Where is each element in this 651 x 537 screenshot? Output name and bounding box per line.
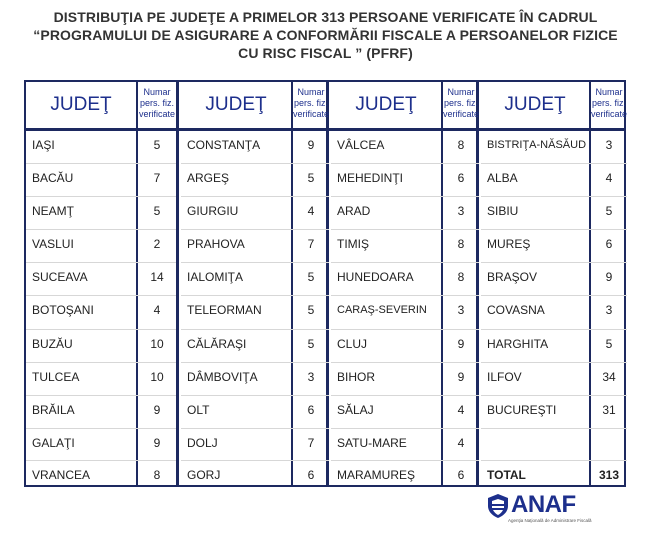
row-divider — [481, 262, 627, 263]
county-name: ARGEŞ — [187, 171, 230, 185]
verified-count: 4 — [153, 303, 161, 317]
row-divider — [181, 395, 329, 396]
verified-count: 6 — [457, 468, 465, 482]
row-divider — [331, 460, 479, 461]
verified-count: 14 — [150, 270, 164, 284]
row-divider — [26, 163, 176, 164]
row-divider — [331, 262, 479, 263]
header-count-line: Numar — [297, 87, 325, 97]
header-judet: JUDEŢ — [504, 94, 566, 115]
verified-count: 9 — [605, 270, 613, 284]
header-count-line: pers. fiz. — [139, 98, 174, 108]
row-divider — [331, 395, 479, 396]
county-name: PRAHOVA — [187, 237, 245, 251]
title-line-1: DISTRIBUŢIA PE JUDEŢE A PRIMELOR 313 PERSOANE VERIFICATE ÎN CADRUL — [53, 9, 598, 25]
county-name: GIURGIU — [187, 204, 239, 218]
verified-count: 4 — [307, 204, 315, 218]
anaf-logo — [486, 489, 598, 529]
county-name: CONSTANŢA — [187, 138, 261, 152]
verified-count: 313 — [598, 468, 620, 482]
verified-count: 9 — [307, 138, 315, 152]
county-name: DÂMBOVIŢA — [187, 370, 258, 384]
verified-count: 3 — [457, 303, 465, 317]
verified-count: 3 — [605, 138, 613, 152]
header-count — [443, 87, 479, 123]
row-divider — [481, 362, 627, 363]
verified-count: 8 — [457, 270, 465, 284]
logo-name: ANAF — [511, 491, 576, 518]
county-name: BISTRIŢA-NĂSĂUD — [487, 139, 587, 151]
verified-count: 6 — [307, 468, 315, 482]
county-name: COVASNA — [487, 303, 545, 317]
row-divider — [26, 262, 176, 263]
header-count-line: Numar — [595, 87, 623, 97]
verified-count: 4 — [605, 171, 613, 185]
block-separator — [176, 82, 179, 485]
verified-count: 5 — [307, 337, 315, 351]
anaf-emblem-icon — [486, 493, 510, 519]
county-name: BACĂU — [32, 171, 74, 185]
county-name: TIMIŞ — [337, 237, 369, 251]
row-divider — [181, 362, 329, 363]
county-name: SUCEAVA — [32, 270, 88, 284]
county-name: GALAŢI — [32, 436, 75, 450]
row-divider — [331, 428, 479, 429]
verified-count: 9 — [457, 337, 465, 351]
document-title — [0, 8, 651, 62]
row-divider — [26, 196, 176, 197]
verified-count: 3 — [307, 370, 315, 384]
county-name: BIHOR — [337, 370, 376, 384]
title-line-3: CU RISC FISCAL ” (PFRF) — [238, 45, 413, 61]
header-count-line: pers. fiz. — [591, 98, 626, 108]
verified-count: 6 — [457, 171, 465, 185]
county-name: IAŞI — [32, 138, 55, 152]
row-divider — [181, 163, 329, 164]
verified-count: 6 — [605, 237, 613, 251]
verified-count: 8 — [153, 468, 161, 482]
county-name: BUZĂU — [32, 337, 73, 351]
county-name: CLUJ — [337, 337, 368, 351]
county-name: TELEORMAN — [187, 303, 262, 317]
row-divider — [331, 196, 479, 197]
verified-count: 9 — [153, 436, 161, 450]
row-divider — [481, 329, 627, 330]
header-count-line: pers. fiz. — [293, 98, 328, 108]
county-name: SIBIU — [487, 204, 519, 218]
county-name: ALBA — [487, 171, 518, 185]
distribution-table — [24, 80, 626, 487]
verified-count: 9 — [153, 403, 161, 417]
header-count — [293, 87, 329, 123]
header-count-line: Numar — [143, 87, 171, 97]
row-divider — [481, 395, 627, 396]
row-divider — [181, 295, 329, 296]
row-divider — [481, 295, 627, 296]
county-name: GORJ — [187, 468, 221, 482]
verified-count: 31 — [602, 403, 616, 417]
verified-count: 34 — [602, 370, 616, 384]
county-name: IALOMIŢA — [187, 270, 244, 284]
county-name: OLT — [187, 403, 210, 417]
verified-count: 7 — [307, 237, 315, 251]
row-divider — [331, 295, 479, 296]
verified-count: 7 — [153, 171, 161, 185]
header-judet: JUDEŢ — [355, 94, 417, 115]
verified-count: 5 — [605, 337, 613, 351]
title-line-2: “PROGRAMULUI DE ASIGURARE A CONFORMĂRII FISCALE A PERSOANELOR FIZICE — [33, 27, 618, 43]
row-divider — [26, 362, 176, 363]
county-name: BRAŞOV — [487, 270, 538, 284]
verified-count: 3 — [605, 303, 613, 317]
verified-count: 8 — [457, 138, 465, 152]
row-divider — [181, 460, 329, 461]
row-divider — [481, 460, 627, 461]
row-divider — [181, 329, 329, 330]
header-count — [138, 87, 176, 123]
verified-count: 5 — [153, 138, 161, 152]
verified-count: 5 — [307, 303, 315, 317]
header-count-line: verificate — [293, 109, 330, 119]
verified-count: 4 — [457, 436, 465, 450]
verified-count: 9 — [457, 370, 465, 384]
county-name: ILFOV — [487, 370, 522, 384]
county-name: VÂLCEA — [337, 138, 385, 152]
row-divider — [26, 428, 176, 429]
header-count-line: verificate — [591, 109, 628, 119]
county-name: SATU-MARE — [337, 436, 407, 450]
header-count-line: verificate — [443, 109, 480, 119]
row-divider — [481, 229, 627, 230]
county-name: SĂLAJ — [337, 403, 374, 417]
header-count — [591, 87, 627, 123]
row-divider — [481, 428, 627, 429]
row-divider — [331, 362, 479, 363]
county-name: HARGHITA — [487, 337, 549, 351]
row-divider — [481, 196, 627, 197]
county-name: BRĂILA — [32, 403, 75, 417]
row-divider — [26, 460, 176, 461]
row-divider — [26, 295, 176, 296]
header-divider — [26, 128, 624, 131]
verified-count: 7 — [307, 436, 315, 450]
verified-count: 5 — [307, 171, 315, 185]
county-name: BOTOŞANI — [32, 303, 94, 317]
row-divider — [26, 229, 176, 230]
row-divider — [181, 196, 329, 197]
county-name: MUREŞ — [487, 237, 531, 251]
verified-count: 5 — [605, 204, 613, 218]
county-name: ARAD — [337, 204, 371, 218]
header-count-line: pers. fiz. — [443, 98, 478, 108]
header-judet: JUDEŢ — [205, 94, 267, 115]
verified-count: 4 — [457, 403, 465, 417]
header-judet: JUDEŢ — [50, 94, 112, 115]
county-name: VASLUI — [32, 237, 74, 251]
row-divider — [26, 329, 176, 330]
header-count-line: verificate — [138, 109, 175, 119]
verified-count: 10 — [150, 337, 164, 351]
county-name: MEHEDINŢI — [337, 171, 403, 185]
county-name: CARAŞ-SEVERIN — [337, 304, 427, 316]
verified-count: 3 — [457, 204, 465, 218]
verified-count: 10 — [150, 370, 164, 384]
row-divider — [181, 428, 329, 429]
county-name: BUCUREŞTI — [487, 403, 557, 417]
row-divider — [331, 329, 479, 330]
verified-count: 6 — [307, 403, 315, 417]
verified-count: 5 — [153, 204, 161, 218]
county-name: HUNEDOARA — [337, 270, 414, 284]
row-divider — [481, 163, 627, 164]
row-divider — [331, 163, 479, 164]
verified-count: 2 — [153, 237, 161, 251]
logo-subtitle: Agenţia Naţională de Administrare Fiscală — [508, 518, 592, 523]
row-divider — [181, 229, 329, 230]
county-name: TULCEA — [32, 370, 80, 384]
county-name: VRANCEA — [32, 468, 91, 482]
verified-count: 8 — [457, 237, 465, 251]
county-name: DOLJ — [187, 436, 218, 450]
row-divider — [26, 395, 176, 396]
county-name: NEAMŢ — [32, 204, 74, 218]
county-name: TOTAL — [487, 468, 526, 482]
county-name: MARAMUREŞ — [337, 468, 416, 482]
county-name: CĂLĂRAŞI — [187, 337, 247, 351]
header-count-line: Numar — [447, 87, 475, 97]
row-divider — [181, 262, 329, 263]
row-divider — [331, 229, 479, 230]
verified-count: 5 — [307, 270, 315, 284]
